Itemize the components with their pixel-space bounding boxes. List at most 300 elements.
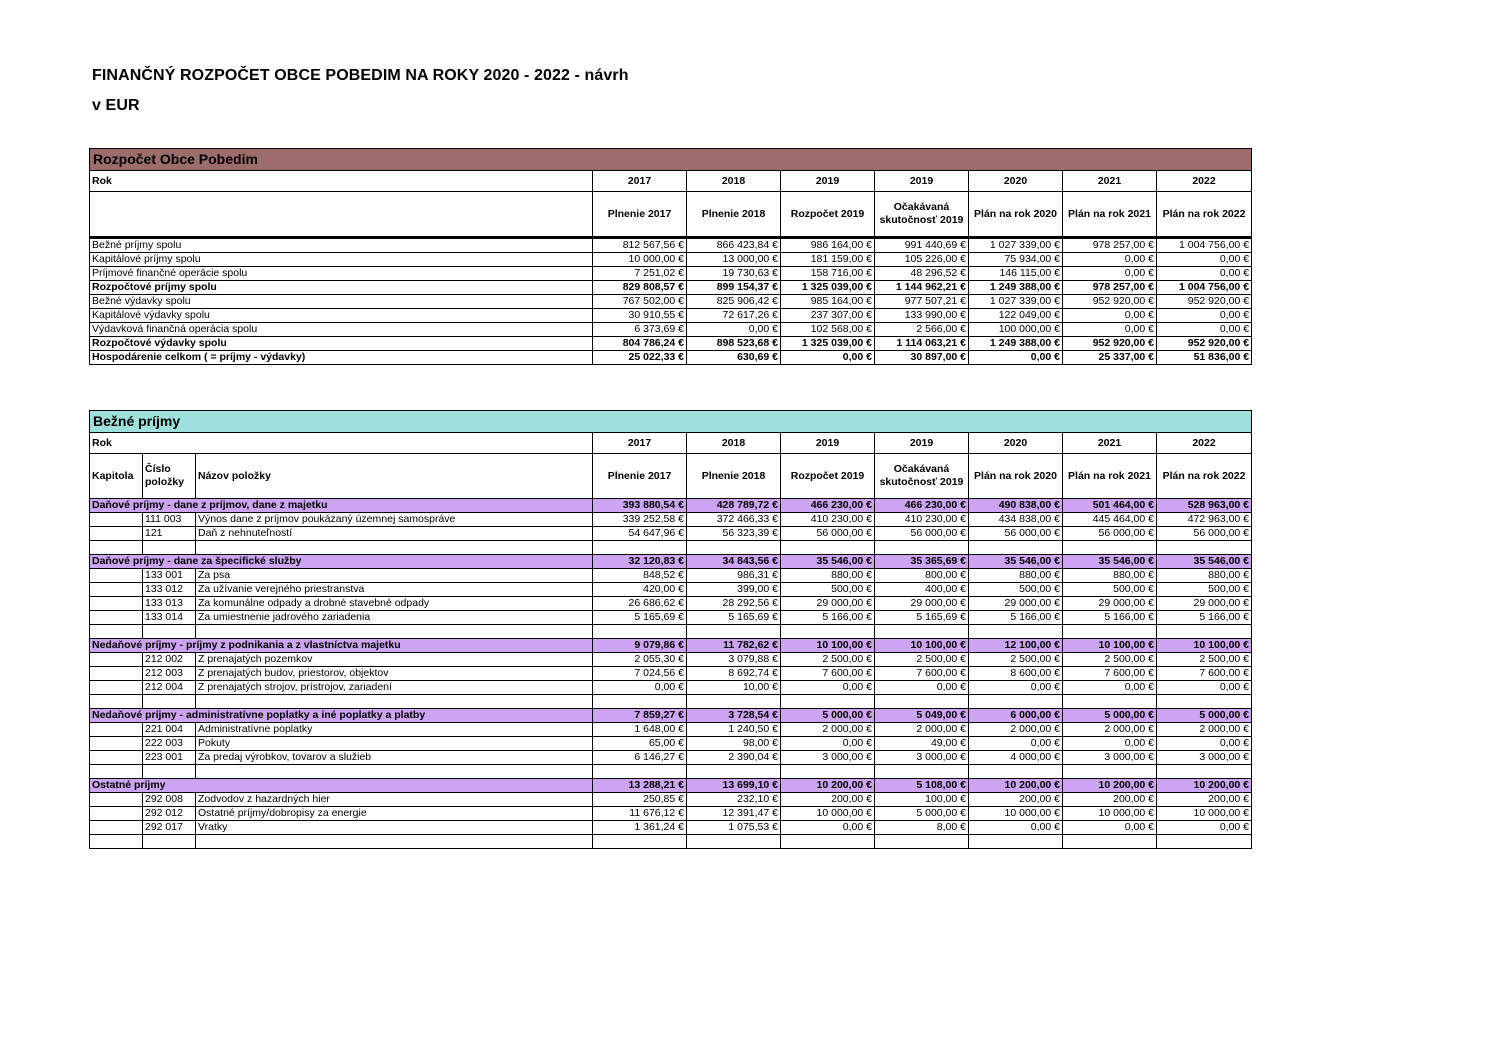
empty-cell (90, 625, 143, 639)
kapitola-cell (90, 611, 143, 625)
empty-cell (875, 695, 969, 709)
value-cell: 445 464,00 € (1063, 513, 1157, 527)
empty-cell (969, 765, 1063, 779)
value-cell: 5 166,00 € (1063, 611, 1157, 625)
nazov-label: Názov položky (196, 454, 593, 499)
value-cell: 7 600,00 € (1157, 667, 1252, 681)
item-row (90, 723, 1252, 737)
value-cell: 400,00 € (875, 583, 969, 597)
empty-cell (196, 625, 593, 639)
value-cell: 11 782,62 € (687, 639, 781, 653)
value-cell: 2 000,00 € (1157, 723, 1252, 737)
column-label-row (90, 192, 1252, 238)
spacer-row (90, 541, 1252, 555)
value-cell: 0,00 € (781, 821, 875, 835)
value-cell: 10 200,00 € (1063, 779, 1157, 793)
value-cell: 56 000,00 € (1157, 527, 1252, 541)
empty-cell (90, 765, 143, 779)
value-cell: 29 000,00 € (781, 597, 875, 611)
empty-cell (593, 625, 687, 639)
column-label: Očakávaná skutočnosť 2019 (875, 454, 969, 499)
value-cell: 35 546,00 € (781, 555, 875, 569)
kapitola-cell (90, 597, 143, 611)
value-cell: 200,00 € (781, 793, 875, 807)
empty-cell (875, 765, 969, 779)
value-cell: 54 647,96 € (593, 527, 687, 541)
kapitola-cell (90, 583, 143, 597)
group-subtotal-row (90, 499, 1252, 513)
value-cell: 1 144 962,21 € (875, 281, 969, 295)
year-header: 2018 (687, 171, 781, 192)
value-cell: 10 000,00 € (1063, 807, 1157, 821)
item-code: 111 003 (143, 513, 196, 527)
value-cell: 200,00 € (1157, 793, 1252, 807)
value-cell: 1 249 388,00 € (969, 337, 1063, 351)
item-name: Z prenajatých budov, priestorov, objektov (196, 667, 593, 681)
value-cell: 3 000,00 € (875, 751, 969, 765)
column-label: Plán na rok 2022 (1157, 192, 1252, 238)
item-name: Z prenajatých pozemkov (196, 653, 593, 667)
value-cell: 56 000,00 € (781, 527, 875, 541)
value-cell: 1 114 063,21 € (875, 337, 969, 351)
value-cell: 10,00 € (687, 681, 781, 695)
value-cell: 35 546,00 € (969, 555, 1063, 569)
kapitola-cell (90, 569, 143, 583)
empty-cell (1063, 541, 1157, 555)
value-cell: 158 716,00 € (781, 267, 875, 281)
value-cell: 6 373,69 € (593, 323, 687, 337)
value-cell: 5 165,69 € (687, 611, 781, 625)
year-row (90, 171, 1252, 192)
empty-cell (1157, 625, 1252, 639)
value-cell: 829 808,57 € (593, 281, 687, 295)
summary-row (90, 309, 1252, 323)
item-name: Za užívanie verejného priestranstva (196, 583, 593, 597)
value-cell: 5 166,00 € (969, 611, 1063, 625)
value-cell: 767 502,00 € (593, 295, 687, 309)
empty-cell (196, 835, 593, 849)
empty-cell (781, 625, 875, 639)
section-title: Bežné príjmy (90, 411, 1252, 433)
column-label: Plnenie 2017 (593, 192, 687, 238)
value-cell: 35 546,00 € (1063, 555, 1157, 569)
empty-cell (781, 541, 875, 555)
item-row (90, 807, 1252, 821)
value-cell: 7 600,00 € (875, 667, 969, 681)
kapitola-cell (90, 667, 143, 681)
item-code: 133 014 (143, 611, 196, 625)
value-cell: 0,00 € (1063, 309, 1157, 323)
value-cell: 10 200,00 € (781, 779, 875, 793)
year-header: 2017 (593, 171, 687, 192)
value-cell: 7 024,56 € (593, 667, 687, 681)
value-cell: 13 288,21 € (593, 779, 687, 793)
row-label: Kapitálové príjmy spolu (90, 253, 593, 267)
value-cell: 0,00 € (969, 737, 1063, 751)
row-label: Rozpočtové príjmy spolu (90, 281, 593, 295)
empty-cell (143, 541, 196, 555)
item-name: Administratívne poplatky (196, 723, 593, 737)
value-cell: 501 464,00 € (1063, 499, 1157, 513)
value-cell: 1 240,50 € (687, 723, 781, 737)
value-cell: 2 500,00 € (969, 653, 1063, 667)
kapitola-cell (90, 513, 143, 527)
value-cell: 880,00 € (1157, 569, 1252, 583)
value-cell: 26 686,62 € (593, 597, 687, 611)
value-cell: 29 000,00 € (1157, 597, 1252, 611)
value-cell: 10 200,00 € (1157, 779, 1252, 793)
value-cell: 0,00 € (1157, 267, 1252, 281)
summary-row (90, 267, 1252, 281)
item-row (90, 653, 1252, 667)
value-cell: 812 567,56 € (593, 238, 687, 253)
empty-cell (875, 541, 969, 555)
empty-cell (90, 541, 143, 555)
value-cell: 25 337,00 € (1063, 351, 1157, 365)
empty-cell (593, 765, 687, 779)
current-revenue-table (89, 410, 1252, 849)
value-cell: 0,00 € (875, 681, 969, 695)
value-cell: 9 079,86 € (593, 639, 687, 653)
item-name: Pokuty (196, 737, 593, 751)
year-header: 2022 (1157, 171, 1252, 192)
value-cell: 825 906,42 € (687, 295, 781, 309)
value-cell: 65,00 € (593, 737, 687, 751)
value-cell: 8 600,00 € (969, 667, 1063, 681)
item-row (90, 569, 1252, 583)
value-cell: 339 252,58 € (593, 513, 687, 527)
value-cell: 10 100,00 € (781, 639, 875, 653)
value-cell: 56 000,00 € (1063, 527, 1157, 541)
year-header: 2021 (1063, 433, 1157, 454)
item-name: Zodvodov z hazardných hier (196, 793, 593, 807)
value-cell: 410 230,00 € (875, 513, 969, 527)
kapitola-cell (90, 807, 143, 821)
empty-cell (969, 695, 1063, 709)
column-label: Plnenie 2018 (687, 454, 781, 499)
item-name: Za psa (196, 569, 593, 583)
band-header (90, 149, 1252, 171)
empty-cell (1157, 695, 1252, 709)
spacer-row (90, 695, 1252, 709)
row-label: Výdavková finančná operácia spolu (90, 323, 593, 337)
row-label: Kapitálové výdavky spolu (90, 309, 593, 323)
kapitola-cell (90, 793, 143, 807)
value-cell: 978 257,00 € (1063, 281, 1157, 295)
value-cell: 2 500,00 € (875, 653, 969, 667)
value-cell: 5 049,00 € (875, 709, 969, 723)
empty-cell (143, 835, 196, 849)
value-cell: 29 000,00 € (875, 597, 969, 611)
value-cell: 0,00 € (1157, 253, 1252, 267)
value-cell: 0,00 € (1157, 681, 1252, 695)
value-cell: 500,00 € (1157, 583, 1252, 597)
value-cell: 30 897,00 € (875, 351, 969, 365)
value-cell: 237 307,00 € (781, 309, 875, 323)
item-row (90, 527, 1252, 541)
value-cell: 10 100,00 € (1157, 639, 1252, 653)
value-cell: 986 164,00 € (781, 238, 875, 253)
value-cell: 985 164,00 € (781, 295, 875, 309)
value-cell: 1 325 039,00 € (781, 337, 875, 351)
value-cell: 7 600,00 € (1063, 667, 1157, 681)
value-cell: 898 523,68 € (687, 337, 781, 351)
empty-cell (196, 695, 593, 709)
value-cell: 866 423,84 € (687, 238, 781, 253)
year-header: 2018 (687, 433, 781, 454)
value-cell: 0,00 € (1063, 253, 1157, 267)
value-cell: 978 257,00 € (1063, 238, 1157, 253)
value-cell: 5 165,69 € (875, 611, 969, 625)
empty-cell (969, 541, 1063, 555)
rok-label: Rok (90, 433, 593, 454)
value-cell: 10 100,00 € (1063, 639, 1157, 653)
year-header: 2021 (1063, 171, 1157, 192)
value-cell: 500,00 € (781, 583, 875, 597)
column-label: Rozpočet 2019 (781, 454, 875, 499)
summary-row (90, 281, 1252, 295)
value-cell: 122 049,00 € (969, 309, 1063, 323)
column-label-row (90, 454, 1252, 499)
empty-cell (196, 765, 593, 779)
group-subtotal-row (90, 639, 1252, 653)
value-cell: 8,00 € (875, 821, 969, 835)
value-cell: 0,00 € (1063, 267, 1157, 281)
value-cell: 2 055,30 € (593, 653, 687, 667)
value-cell: 880,00 € (1063, 569, 1157, 583)
item-code: 133 013 (143, 597, 196, 611)
budget-summary-table (89, 148, 1252, 365)
item-row (90, 681, 1252, 695)
value-cell: 952 920,00 € (1157, 295, 1252, 309)
value-cell: 848,52 € (593, 569, 687, 583)
group-label: Daňové príjmy - dane z príjmov, dane z majetku (90, 499, 593, 513)
value-cell: 56 323,39 € (687, 527, 781, 541)
value-cell: 1 361,24 € (593, 821, 687, 835)
value-cell: 5 166,00 € (781, 611, 875, 625)
value-cell: 98,00 € (687, 737, 781, 751)
value-cell: 0,00 € (1157, 821, 1252, 835)
value-cell: 1 004 756,00 € (1157, 281, 1252, 295)
empty-cell (1063, 835, 1157, 849)
value-cell: 72 617,26 € (687, 309, 781, 323)
value-cell: 51 836,00 € (1157, 351, 1252, 365)
empty-cell (90, 695, 143, 709)
value-cell: 5 000,00 € (875, 807, 969, 821)
value-cell: 0,00 € (781, 681, 875, 695)
value-cell: 200,00 € (969, 793, 1063, 807)
item-code: 223 001 (143, 751, 196, 765)
value-cell: 2 566,00 € (875, 323, 969, 337)
value-cell: 0,00 € (1157, 737, 1252, 751)
year-header: 2019 (781, 171, 875, 192)
year-header: 2020 (969, 171, 1063, 192)
item-name: Daň z nehnuteľností (196, 527, 593, 541)
kapitola-label: Kapitola (90, 454, 143, 499)
value-cell: 0,00 € (781, 351, 875, 365)
kapitola-cell (90, 737, 143, 751)
row-label: Rozpočtové výdavky spolu (90, 337, 593, 351)
empty-cell (969, 625, 1063, 639)
group-label: Nedaňové príjmy - administratívne poplatky a iné poplatky a platby (90, 709, 593, 723)
value-cell: 5 165,69 € (593, 611, 687, 625)
column-label: Plán na rok 2020 (969, 192, 1063, 238)
item-row (90, 821, 1252, 835)
value-cell: 0,00 € (1063, 681, 1157, 695)
item-code: 221 004 (143, 723, 196, 737)
value-cell: 472 963,00 € (1157, 513, 1252, 527)
empty-cell (687, 541, 781, 555)
empty-cell (593, 835, 687, 849)
item-code: 292 012 (143, 807, 196, 821)
value-cell: 30 910,55 € (593, 309, 687, 323)
value-cell: 13 699,10 € (687, 779, 781, 793)
value-cell: 133 990,00 € (875, 309, 969, 323)
kapitola-cell (90, 723, 143, 737)
value-cell: 10 000,00 € (593, 253, 687, 267)
value-cell: 181 159,00 € (781, 253, 875, 267)
value-cell: 100 000,00 € (969, 323, 1063, 337)
empty-cell (1063, 765, 1157, 779)
group-label: Daňové príjmy - dane za špecifické služby (90, 555, 593, 569)
item-name: Vratky (196, 821, 593, 835)
value-cell: 1 004 756,00 € (1157, 238, 1252, 253)
empty-cell (90, 192, 593, 238)
value-cell: 5 000,00 € (781, 709, 875, 723)
item-code: 133 001 (143, 569, 196, 583)
item-name: Ostatné príjmy/dobropisy za energie (196, 807, 593, 821)
value-cell: 952 920,00 € (1063, 337, 1157, 351)
value-cell: 28 292,56 € (687, 597, 781, 611)
item-name: Z prenajatých strojov, prístrojov, zariadení (196, 681, 593, 695)
kapitola-cell (90, 653, 143, 667)
value-cell: 1 325 039,00 € (781, 281, 875, 295)
value-cell: 434 838,00 € (969, 513, 1063, 527)
document-title: FINANČNÝ ROZPOČET OBCE POBEDIM NA ROKY 2020 - 2022 - návrh (92, 67, 629, 84)
value-cell: 3 000,00 € (1157, 751, 1252, 765)
empty-cell (781, 835, 875, 849)
value-cell: 3 728,54 € (687, 709, 781, 723)
band-header (90, 411, 1252, 433)
summary-row (90, 295, 1252, 309)
item-code: 133 012 (143, 583, 196, 597)
section-title: Rozpočet Obce Pobedim (90, 149, 1252, 171)
value-cell: 56 000,00 € (969, 527, 1063, 541)
value-cell: 146 115,00 € (969, 267, 1063, 281)
value-cell: 977 507,21 € (875, 295, 969, 309)
empty-cell (687, 835, 781, 849)
value-cell: 1 075,53 € (687, 821, 781, 835)
value-cell: 10 000,00 € (969, 807, 1063, 821)
value-cell: 5 108,00 € (875, 779, 969, 793)
empty-cell (593, 695, 687, 709)
value-cell: 10 000,00 € (781, 807, 875, 821)
value-cell: 7 251,02 € (593, 267, 687, 281)
kapitola-cell (90, 821, 143, 835)
group-subtotal-row (90, 555, 1252, 569)
empty-cell (687, 765, 781, 779)
year-header: 2022 (1157, 433, 1252, 454)
item-code: 222 003 (143, 737, 196, 751)
value-cell: 1 027 339,00 € (969, 238, 1063, 253)
value-cell: 4 000,00 € (969, 751, 1063, 765)
empty-cell (875, 835, 969, 849)
empty-cell (1063, 625, 1157, 639)
spacer-row (90, 625, 1252, 639)
value-cell: 0,00 € (1063, 323, 1157, 337)
value-cell: 372 466,33 € (687, 513, 781, 527)
group-label: Ostatné príjmy (90, 779, 593, 793)
empty-cell (90, 835, 143, 849)
summary-row (90, 337, 1252, 351)
empty-cell (1063, 695, 1157, 709)
item-code: 212 002 (143, 653, 196, 667)
group-subtotal-row (90, 779, 1252, 793)
item-code: 121 (143, 527, 196, 541)
value-cell: 0,00 € (687, 323, 781, 337)
column-label: Plán na rok 2020 (969, 454, 1063, 499)
empty-cell (143, 695, 196, 709)
document-subtitle: v EUR (92, 97, 140, 114)
column-label: Plán na rok 2021 (1063, 454, 1157, 499)
summary-row (90, 253, 1252, 267)
summary-row (90, 323, 1252, 337)
value-cell: 25 022,33 € (593, 351, 687, 365)
empty-cell (196, 541, 593, 555)
value-cell: 7 859,27 € (593, 709, 687, 723)
value-cell: 952 920,00 € (1063, 295, 1157, 309)
value-cell: 10 000,00 € (1157, 807, 1252, 821)
value-cell: 3 079,88 € (687, 653, 781, 667)
column-label: Plnenie 2017 (593, 454, 687, 499)
row-label: Bežné výdavky spolu (90, 295, 593, 309)
item-name: Za predaj výrobkov, tovarov a služieb (196, 751, 593, 765)
item-name: Výnos dane z príjmov poukázaný územnej samospráve (196, 513, 593, 527)
row-label: Hospodárenie celkom ( = príjmy - výdavky) (90, 351, 593, 365)
year-header: 2020 (969, 433, 1063, 454)
empty-cell (593, 541, 687, 555)
kapitola-cell (90, 527, 143, 541)
value-cell: 0,00 € (1157, 323, 1252, 337)
empty-cell (1157, 835, 1252, 849)
column-label: Rozpočet 2019 (781, 192, 875, 238)
value-cell: 393 880,54 € (593, 499, 687, 513)
value-cell: 1 027 339,00 € (969, 295, 1063, 309)
item-row (90, 751, 1252, 765)
column-label: Plán na rok 2021 (1063, 192, 1157, 238)
value-cell: 880,00 € (781, 569, 875, 583)
value-cell: 75 934,00 € (969, 253, 1063, 267)
value-cell: 2 000,00 € (781, 723, 875, 737)
value-cell: 250,85 € (593, 793, 687, 807)
item-row (90, 793, 1252, 807)
value-cell: 6 146,27 € (593, 751, 687, 765)
row-label: Bežné príjmy spolu (90, 238, 593, 253)
value-cell: 19 730,63 € (687, 267, 781, 281)
summary-row (90, 238, 1252, 253)
value-cell: 10 200,00 € (969, 779, 1063, 793)
column-label: Plán na rok 2022 (1157, 454, 1252, 499)
empty-cell (875, 625, 969, 639)
value-cell: 29 000,00 € (1063, 597, 1157, 611)
group-subtotal-row (90, 709, 1252, 723)
value-cell: 5 000,00 € (1157, 709, 1252, 723)
value-cell: 420,00 € (593, 583, 687, 597)
item-row (90, 737, 1252, 751)
value-cell: 7 600,00 € (781, 667, 875, 681)
year-header: 2019 (875, 171, 969, 192)
value-cell: 899 154,37 € (687, 281, 781, 295)
